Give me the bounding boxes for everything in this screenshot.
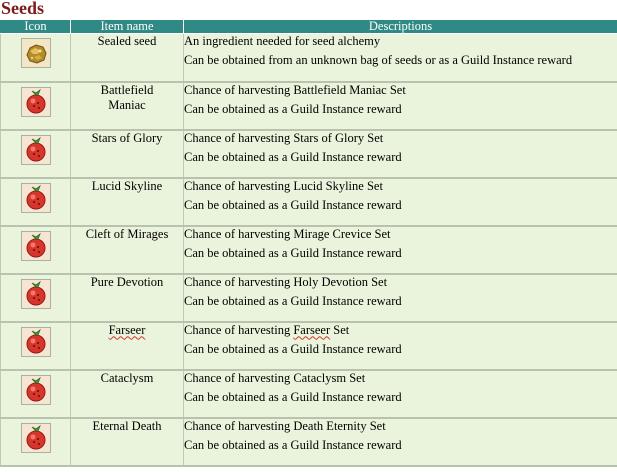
icon-cell [1, 322, 71, 370]
table-row [1, 226, 617, 274]
icon-cell [1, 226, 71, 274]
icon-cell [1, 178, 71, 226]
icon-cell [1, 130, 71, 178]
icon-cell [1, 274, 71, 322]
description [184, 130, 617, 178]
description-line: Can be obtained from an unknown bag of seeds or as a Guild Instance reward [184, 53, 573, 67]
item-name: Stars of Glory [71, 130, 184, 178]
red-seed-icon [21, 183, 51, 213]
description-line: Chance of harvesting Cataclysm Set [184, 370, 366, 385]
description-line: Can be obtained as a Guild Instance reward [184, 197, 402, 212]
description [184, 274, 617, 322]
column-header-item-name: Item name [71, 20, 184, 34]
table-row [1, 178, 617, 226]
description-line: Chance of harvesting Battlefield Maniac Set [184, 82, 406, 97]
description-line: Can be obtained as a Guild Instance reward [184, 149, 402, 164]
description-line: Chance of harvesting Stars of Glory Set [184, 130, 384, 145]
red-seed-icon [21, 327, 51, 357]
description [184, 418, 617, 466]
item-name: Battlefield Maniac [71, 82, 184, 130]
description-line: Can be obtained as a Guild Instance reward [184, 293, 402, 308]
description-line: Chance of harvesting Mirage Crevice Set [184, 226, 391, 241]
table-row [1, 34, 617, 82]
table-row [1, 370, 617, 418]
description [184, 34, 617, 82]
red-seed-icon [21, 135, 51, 165]
description [184, 226, 617, 274]
column-header-descriptions: Descriptions [184, 20, 617, 34]
icon-cell [1, 82, 71, 130]
icon-cell [1, 34, 71, 82]
description-line: Can be obtained as a Guild Instance reward [184, 101, 402, 116]
description-line: An ingredient needed for seed alchemy [184, 34, 381, 48]
description-text: Chance of harvesting [184, 322, 294, 337]
item-name: Eternal Death [71, 418, 184, 466]
table-row [1, 274, 617, 322]
description [184, 370, 617, 418]
page-title: Seeds [1, 0, 45, 18]
red-seed-icon [21, 231, 51, 261]
red-seed-icon [21, 87, 51, 117]
description-text: Set [330, 322, 350, 337]
column-header-icon: Icon [1, 20, 71, 34]
description-line: Can be obtained as a Guild Instance reward [184, 245, 402, 260]
gold-ore-icon [21, 38, 51, 68]
description-line: Can be obtained as a Guild Instance reward [184, 437, 402, 452]
item-name-text: Farseer [108, 322, 146, 337]
item-name: Cataclysm [71, 370, 184, 418]
description-line: Can be obtained as a Guild Instance reward [184, 389, 402, 404]
description [184, 322, 617, 370]
description-line [184, 323, 617, 343]
item-name: Sealed seed [71, 34, 184, 82]
table-row [1, 418, 617, 466]
red-seed-icon [21, 279, 51, 309]
table-header-row [1, 20, 617, 34]
description-line: Chance of harvesting Holy Devotion Set [184, 274, 388, 289]
description-misspelled-word: Farseer [293, 322, 331, 337]
table-row [1, 82, 617, 130]
item-name [71, 322, 184, 370]
red-seed-icon [21, 375, 51, 405]
item-name: Lucid Skyline [71, 178, 184, 226]
description-line: Can be obtained as a Guild Instance reward [184, 341, 402, 356]
item-name: Cleft of Mirages [71, 226, 184, 274]
table-row [1, 130, 617, 178]
description [184, 82, 617, 130]
description [184, 178, 617, 226]
red-seed-icon [21, 423, 51, 453]
description-line: Chance of harvesting Lucid Skyline Set [184, 178, 383, 193]
table-row [1, 322, 617, 370]
description-line: Chance of harvesting Death Eternity Set [184, 418, 386, 433]
icon-cell [1, 370, 71, 418]
seeds-table [0, 20, 617, 467]
item-name: Pure Devotion [71, 274, 184, 322]
icon-cell [1, 418, 71, 466]
